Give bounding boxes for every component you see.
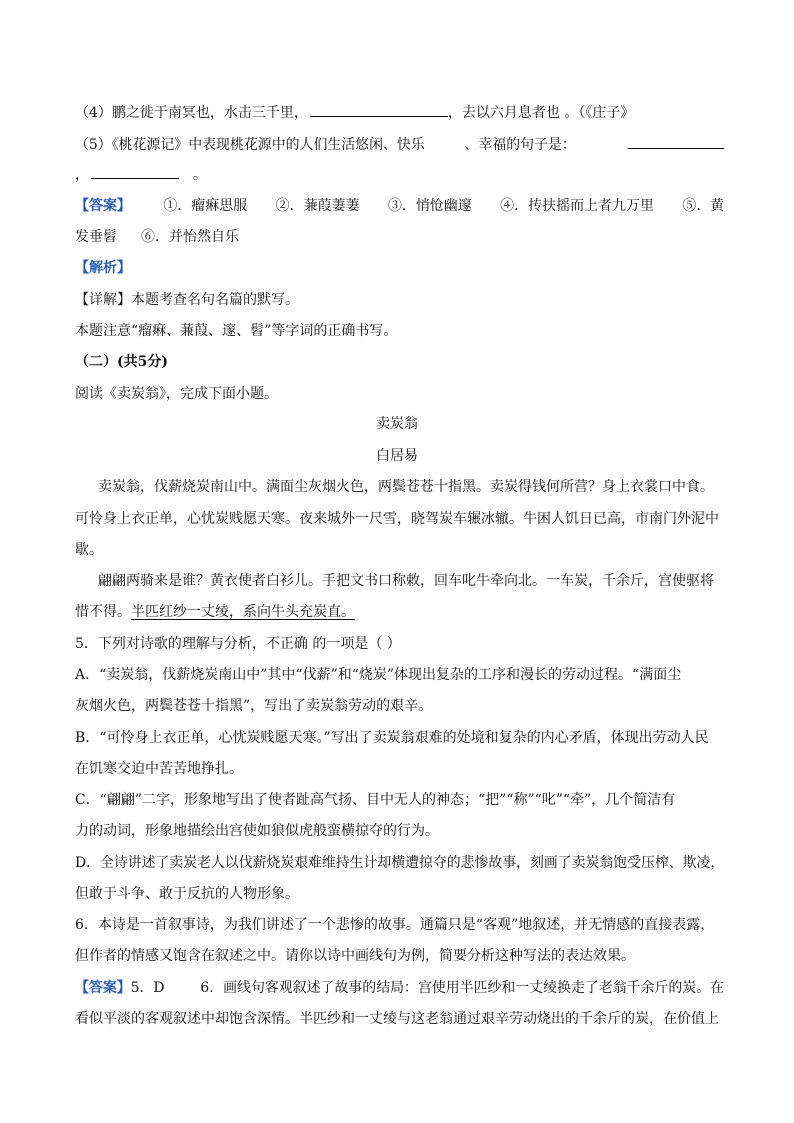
question-4-line: [75, 102, 634, 123]
q5-comma: ，: [75, 167, 89, 183]
option-b-cont: 在饥寒交迫中苦苦地挣扎。: [75, 761, 243, 777]
answer-item: ④．抟扶摇而上者九万里: [500, 198, 654, 214]
q5-text-start: （5）《桃花源记》中表现桃花源中的人们生活悠闲、快乐: [75, 137, 425, 153]
note-line: 本题注意“瘤痳、蒹葭、邃、髫”等字词的正确书写。: [75, 323, 398, 339]
option-b: B．“可怜身上衣正单，心忧炭贱愿天寒。”写出了卖炭翁艰难的处境和复杂的内心矛盾，体现出劳动人民: [75, 730, 709, 746]
answer-5: 5．D: [130, 980, 165, 996]
underlined-sentence: 半匹红纱一丈绫，系向牛头充炭直。: [131, 604, 355, 620]
question-5-continuation: [75, 164, 207, 185]
q5-text-mid: 、幸福的句子是：: [464, 137, 576, 153]
answer-tag: 【答案】: [75, 198, 131, 214]
question-6-line: 但作者的情感又饱含在叙述之中。请你以诗中画线句为例，简要分析这种写法的表达效果。: [75, 948, 635, 964]
q5-period: 。: [193, 167, 207, 183]
answer-line-3: [75, 978, 724, 998]
answer-line-1: [75, 196, 724, 216]
fill-blank: [310, 102, 448, 117]
reading-prompt: 阅读《卖炭翁》，完成下面小题。: [75, 386, 278, 402]
answer-tag: 【答案】: [75, 980, 131, 996]
answer-item: ⑥．并怡然自乐: [141, 229, 239, 245]
poem-line: [75, 602, 355, 622]
option-d-cont: 但敢于斗争、敢于反抗的人物形象。: [75, 886, 299, 902]
answer-continuation: 发垂髫: [75, 229, 117, 245]
answer-6: 6．画线句客观叙述了故事的结局：宫使用半匹纱和一丈绫换走了老翁千余斤的炭。在: [200, 980, 725, 996]
option-c: C．“翩翩”二字，形象地写出了使者趾高气扬、目中无人的神态；“把”“称”“叱”“牵”，几个简洁有: [75, 792, 676, 808]
poem-text: 惜不得。: [75, 604, 131, 620]
option-c-cont: 力的动词，形象地描绘出宫使如狼似虎般蛮横掠夺的行为。: [75, 823, 439, 839]
fill-blank: [628, 134, 724, 149]
q4-text-end: ，去以六月息者也 。（《庄子》: [447, 105, 635, 121]
detail-line: 【详解】本题考查名句名篇的默写。: [75, 292, 299, 308]
poem-author: 白居易: [376, 448, 418, 464]
q4-text-start: （4）鹏之徙于南冥也，水击三千里，: [75, 105, 308, 121]
poem-line: 卖炭翁，伐薪烧炭南山中。满面尘灰烟火色，两鬓苍苍十指黑。卖炭得钱何所营？身上衣裳口中食。: [98, 479, 714, 495]
answer-line-2: [75, 227, 239, 247]
fill-blank: [91, 164, 179, 179]
poem-line: 翩翩两骑来是谁？黄衣使者白衫儿。手把文书口称敕，回车叱牛牵向北。一车炭，千余斤，宫使驱将: [98, 573, 714, 589]
analysis-tag: 【解析】: [75, 260, 131, 276]
poem-line: 可怜身上衣正单，心忧炭贱愿天寒。夜来城外一尺雪，晓驾炭车辗冰辙。牛困人饥日已高，市南门外泥中: [75, 511, 719, 527]
answer-item: ③．悄怆幽邃: [387, 198, 472, 214]
poem-line: 歇。: [75, 542, 103, 558]
answer-item: ①．瘤痳思服: [163, 198, 248, 214]
answer-line-4: 看似平淡的客观叙述中却饱含深情。半匹纱和一丈绫与这老翁通过艰辛劳动烧出的千余斤的炭，在价值上: [75, 1011, 719, 1027]
poem-title: 卖炭翁: [376, 416, 418, 432]
answer-item: ⑤．黄: [682, 198, 725, 214]
part-two-heading: （二）(共5分): [75, 354, 168, 370]
question-5-stem: 5．下列对诗歌的理解与分析，不正确 的一项是（ ）: [75, 636, 401, 652]
question-6-line: 6．本诗是一首叙事诗，为我们讲述了一个悲惨的故事。通篇只是“客观”地叙述，并无情感的直接表露，: [75, 917, 715, 933]
question-5-line: [75, 134, 724, 155]
option-d: D．全诗讲述了卖炭老人以伐薪烧炭艰难维持生计却横遭掠夺的悲惨故事，刻画了卖炭翁饱受压榨、欺凌，: [75, 855, 725, 871]
answer-item: ②．蒹葭萋萋: [275, 198, 360, 214]
option-a: A．“卖炭翁，伐薪烧炭南山中”其中“伐薪”和“烧炭”体现出复杂的工序和漫长的劳动过程。“满面尘: [75, 667, 682, 683]
option-a-cont: 灰烟火色，两鬓苍苍十指黑”，写出了卖炭翁劳动的艰辛。: [75, 698, 433, 714]
